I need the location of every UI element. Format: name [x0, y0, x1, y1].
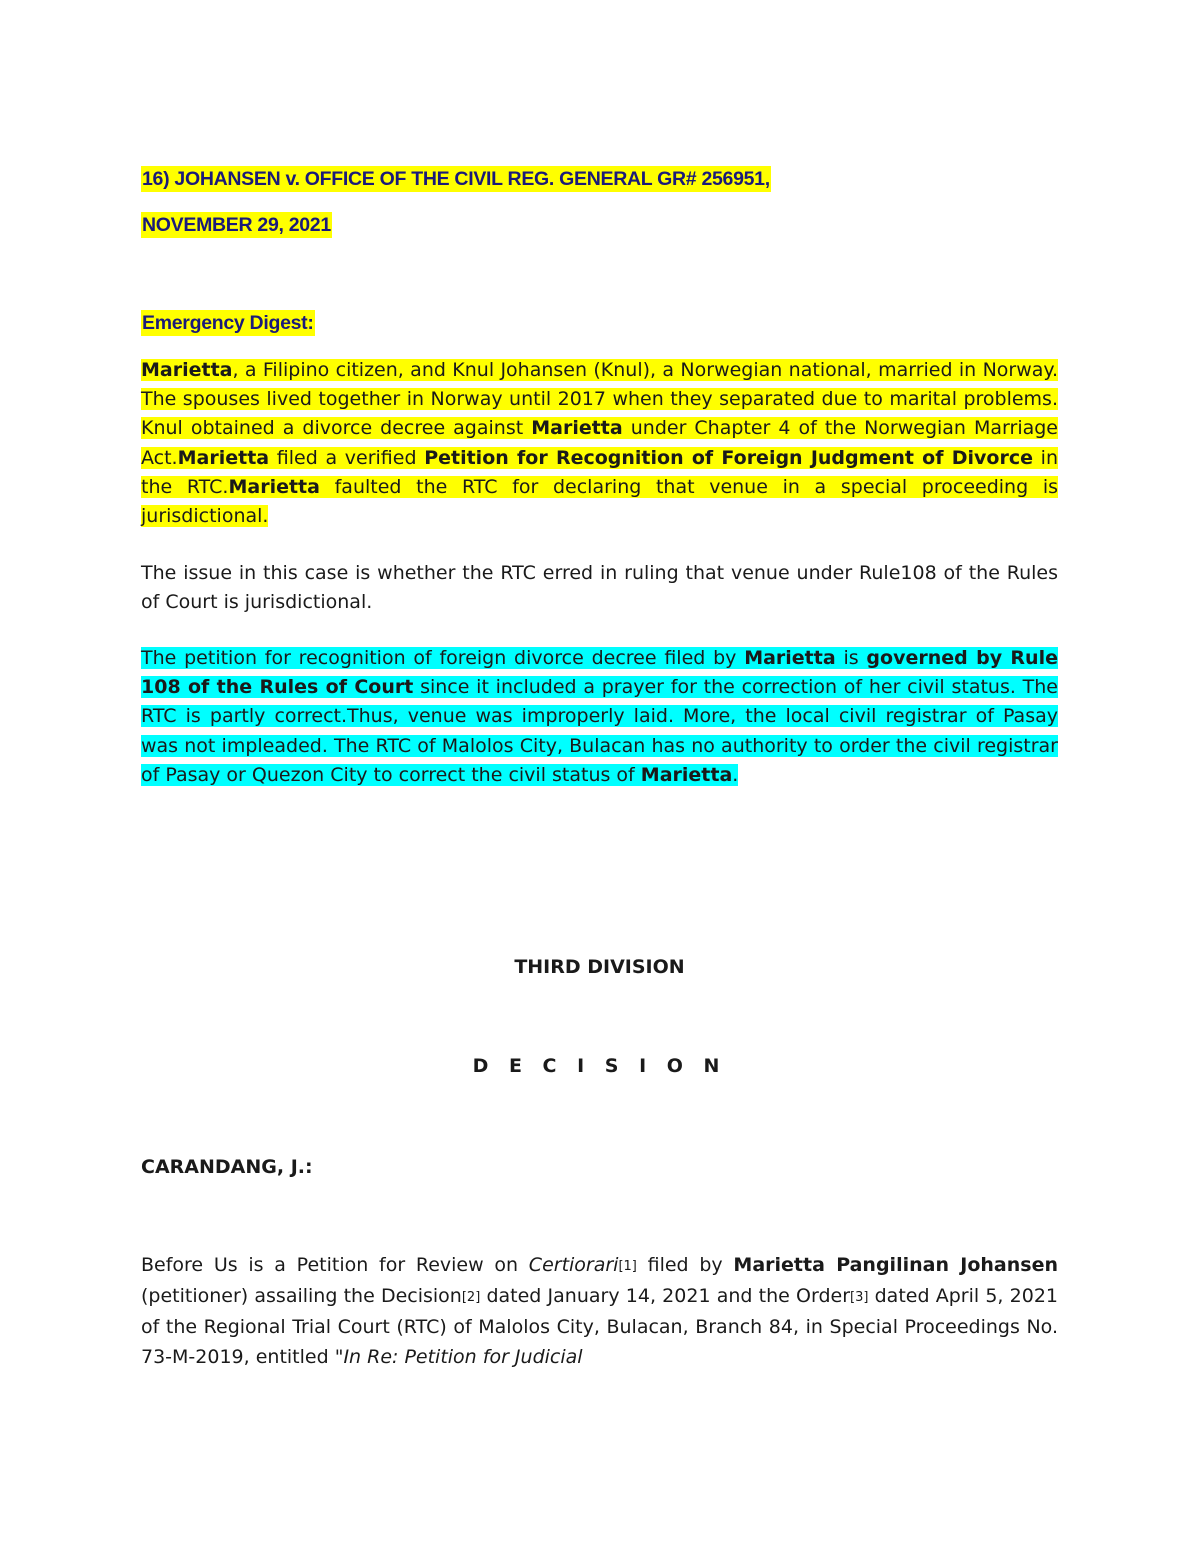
footnote-ref-1[interactable]: [1]: [618, 1259, 637, 1274]
digest-paragraph-facts: Marietta, a Filipino citizen, and Knul Johansen (Knul), a Norwegian national, married in Norway. The spouses lived together in Norway until 2017 when they separated due to marital problems. Knul obtained a divorce decree against Marietta under Chapter 4 of the Norwegian Marriage Act.Marietta filed a verified Petition for Recognition of Foreign Judgment of Divorce in the RTC.Marietta faulted the RTC for declaring that venue in a special proceeding is jurisdictional.: [141, 359, 1058, 528]
footnote-ref-2[interactable]: [2]: [461, 1290, 481, 1306]
ponente: CARANDANG, J.:: [141, 1156, 313, 1178]
digest-label: Emergency Digest:: [142, 312, 314, 334]
case-date: NOVEMBER 29, 2021: [142, 214, 331, 236]
division-heading: THIRD DIVISION: [514, 956, 685, 978]
decision-intro-paragraph: Before Us is a Petition for Review on Certiorari[1] filed by Marietta Pangilinan Johansen (petitioner) assailing the Decision[2] dated January 14, 2021 and the Order[3] dated April 5, 2021 of the Regional Trial Court (RTC) of Malolos City, Bulacan, Branch 84, in Special Proceedings No. 73-M-2019, entitled "In Re: Petition for Judicial: [141, 1254, 1059, 1368]
case-title: 16) JOHANSEN v. OFFICE OF THE CIVIL REG. GENERAL GR# 256951,: [142, 168, 770, 190]
digest-paragraph-issue: The issue in this case is whether the RTC erred in ruling that venue under Rule108 of the Rules of Court is jurisdictional.: [141, 562, 1058, 614]
decision-title: D E C I S I O N: [472, 1055, 727, 1077]
footnote-ref-3[interactable]: [3]: [850, 1290, 869, 1306]
digest-paragraph-ruling: The petition for recognition of foreign divorce decree filed by Marietta is governed by Rule 108 of the Rules of Court since it included a prayer for the correction of her civil status. The RTC is partly correct.Thus, venue was improperly laid. More, the local civil registrar of Pasay was not impleaded. The RTC of Malolos City, Bulacan has no authority to order the civil registrar of Pasay or Quezon City to correct the civil status of Marietta.: [141, 647, 1058, 786]
